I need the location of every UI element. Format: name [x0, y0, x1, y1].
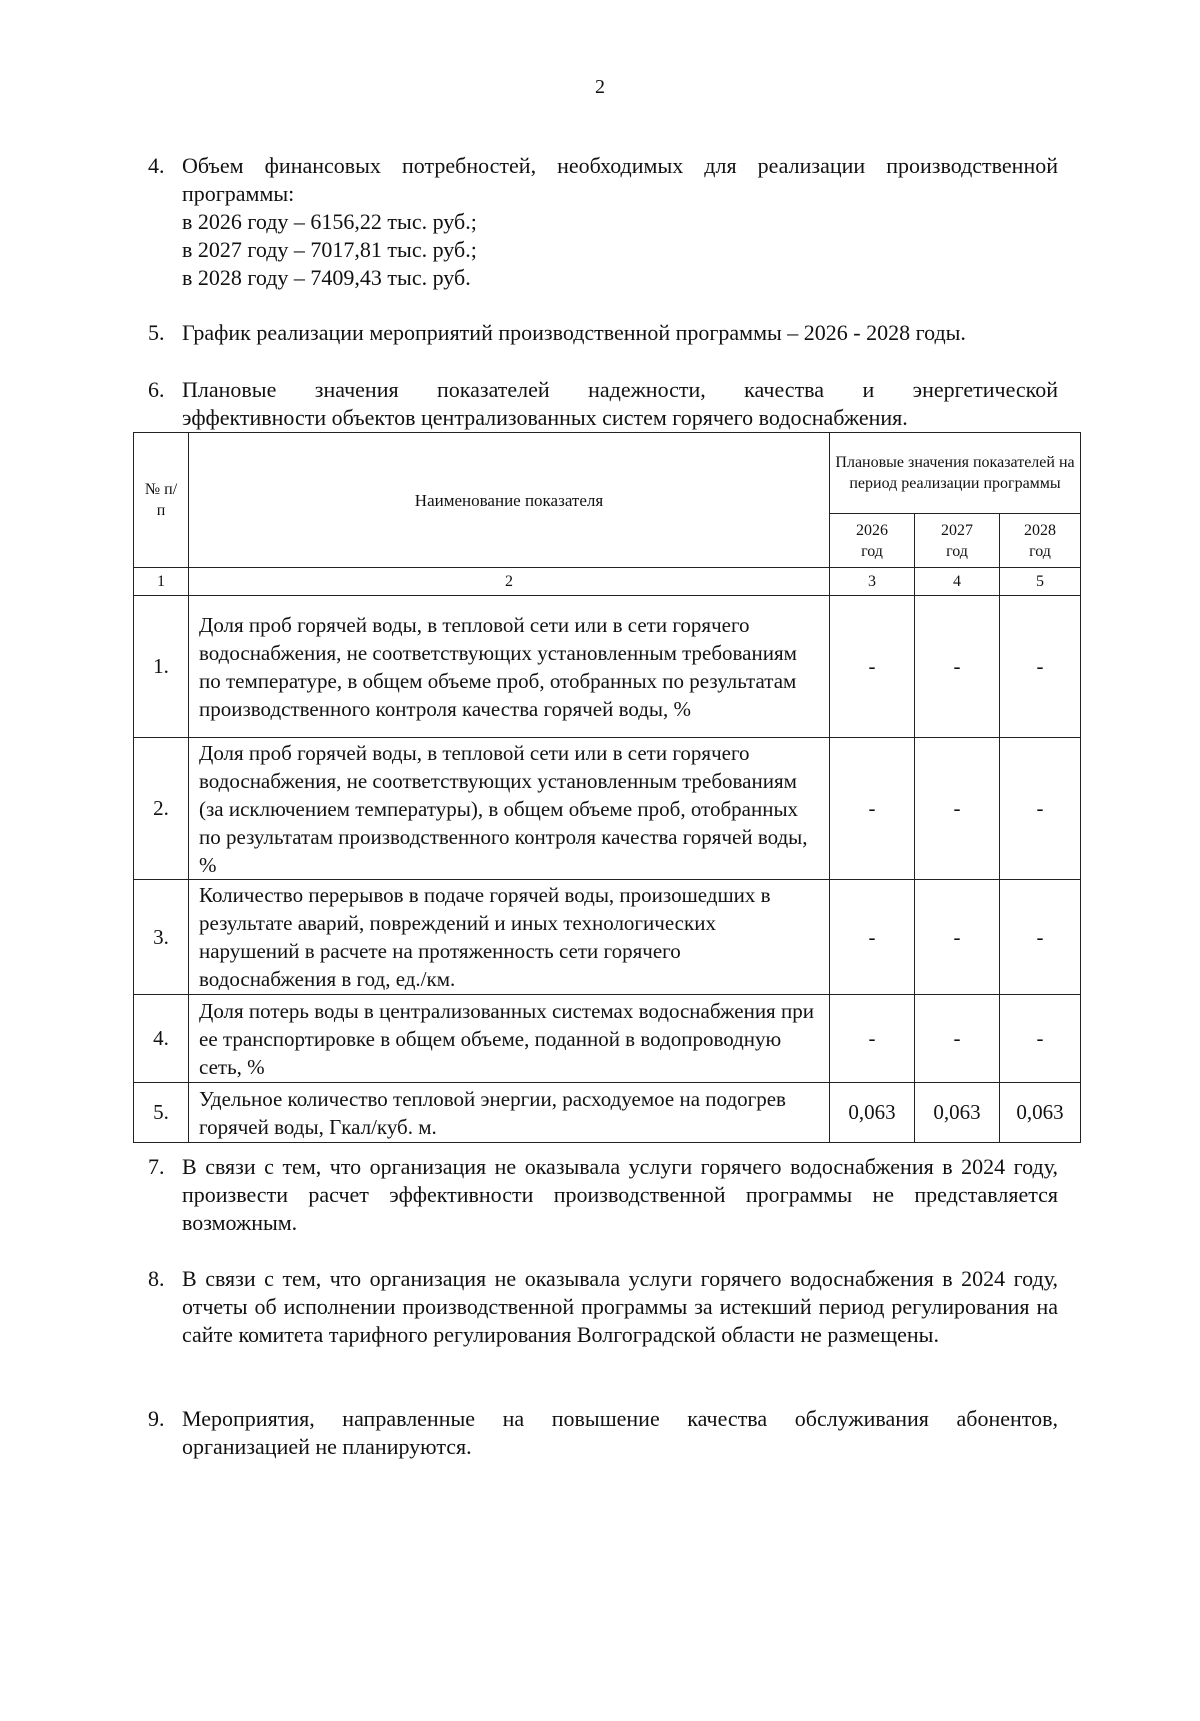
- table-row: [134, 1083, 1081, 1143]
- table-row: [134, 880, 1081, 995]
- item-9-text: Мероприятия, направленные на повышение качества обслуживания абонентов, организацией не планируются.: [182, 1406, 1058, 1459]
- item-7-efficiency: [148, 1153, 1058, 1237]
- table-row: [134, 995, 1081, 1083]
- value-2028: -: [1000, 995, 1081, 1083]
- item-4-line-1: Объем финансовых потребностей, необходимых для реализации производственной: [182, 153, 1058, 178]
- value-2028: -: [1000, 880, 1081, 995]
- row-number: 2.: [134, 738, 189, 880]
- item-7-text: В связи с тем, что организация не оказывала услуги горячего водоснабжения в 2024 году, произвести расчет эффективности производственной программы не представляется возможным.: [182, 1154, 1058, 1235]
- indicator-name: Удельное количество тепловой энергии, расходуемое на подогрев горячей воды, Гкал/куб. м.: [189, 1083, 830, 1143]
- item-8-reports: [148, 1265, 1058, 1349]
- header-year-2028: 2028 год: [1000, 514, 1081, 568]
- value-2027: -: [915, 596, 1000, 738]
- row-number: 4.: [134, 995, 189, 1083]
- value-2028: 0,063: [1000, 1083, 1081, 1143]
- value-2026: -: [830, 596, 915, 738]
- item-9-service-quality: [148, 1405, 1058, 1461]
- row-number: 1.: [134, 596, 189, 738]
- value-2026: 0,063: [830, 1083, 915, 1143]
- item-number: 9.: [148, 1406, 165, 1431]
- column-number: 4: [915, 568, 1000, 596]
- item-4-year-2028: в 2028 году – 7409,43 тыс. руб.: [182, 265, 471, 290]
- item-6-line-2: эффективности объектов централизованных систем горячего водоснабжения.: [182, 405, 908, 430]
- value-2027: -: [915, 995, 1000, 1083]
- row-number: 5.: [134, 1083, 189, 1143]
- item-number: 6.: [148, 377, 165, 402]
- indicator-name: Доля проб горячей воды, в тепловой сети или в сети горячего водоснабжения, не соответствующих установленным требованиям по температуре, в общем объеме проб, отобранных по результатам производственного контроля качества горячей воды, %: [189, 596, 830, 738]
- header-planned-values: Плановые значения показателей на период реализации программы: [830, 433, 1081, 514]
- item-6-line-1: Плановые значения показателей надежности, качества и энергетической: [182, 377, 1058, 402]
- item-4-year-2026: в 2026 году – 6156,22 тыс. руб.;: [182, 209, 477, 234]
- page-number: 2: [595, 76, 605, 98]
- item-4-line-2: программы:: [182, 181, 295, 206]
- item-5-text: График реализации мероприятий производственной программы – 2026 - 2028 годы.: [182, 320, 966, 345]
- column-number: 2: [189, 568, 830, 596]
- value-2027: 0,063: [915, 1083, 1000, 1143]
- header-year-2027: 2027 год: [915, 514, 1000, 568]
- table-row: [134, 738, 1081, 880]
- item-number: 8.: [148, 1266, 165, 1291]
- indicators-table: [133, 432, 1081, 1143]
- value-2026: -: [830, 880, 915, 995]
- value-2026: -: [830, 995, 915, 1083]
- item-4-year-2027: в 2027 году – 7017,81 тыс. руб.;: [182, 237, 477, 262]
- item-6-indicators-heading: [148, 376, 1058, 432]
- header-year-2026: 2026 год: [830, 514, 915, 568]
- indicator-name: Доля проб горячей воды, в тепловой сети или в сети горячего водоснабжения, не соответствующих установленным требованиям (за исключением температуры), в общем объеме проб, отобранных по результатам производственного контроля качества горячей воды, %: [189, 738, 830, 880]
- header-row-number: № п/п: [134, 433, 189, 568]
- column-number: 5: [1000, 568, 1081, 596]
- value-2026: -: [830, 738, 915, 880]
- value-2027: -: [915, 738, 1000, 880]
- item-number: 5.: [148, 320, 165, 345]
- indicator-name: Доля потерь воды в централизованных системах водоснабжения при ее транспортировке в общем объеме, поданной в водопроводную сеть, %: [189, 995, 830, 1083]
- item-8-text: В связи с тем, что организация не оказывала услуги горячего водоснабжения в 2024 году, отчеты об исполнении производственной программы за истекший период регулирования на сайте комитета тарифного регулирования Волгоградской области не размещены.: [182, 1266, 1058, 1347]
- item-4-financial-needs: [148, 152, 1058, 292]
- item-number: 7.: [148, 1154, 165, 1179]
- value-2028: -: [1000, 738, 1081, 880]
- indicator-name: Количество перерывов в подаче горячей воды, произошедших в результате аварий, повреждений и иных технологических нарушений в расчете на протяженность сети горячего водоснабжения в год, ед./км.: [189, 880, 830, 995]
- row-number: 3.: [134, 880, 189, 995]
- item-5-schedule: [148, 319, 1058, 347]
- header-indicator-name: Наименование показателя: [189, 433, 830, 568]
- table-row: [134, 596, 1081, 738]
- column-number: 3: [830, 568, 915, 596]
- value-2028: -: [1000, 596, 1081, 738]
- item-number: 4.: [148, 153, 165, 178]
- value-2027: -: [915, 880, 1000, 995]
- column-number: 1: [134, 568, 189, 596]
